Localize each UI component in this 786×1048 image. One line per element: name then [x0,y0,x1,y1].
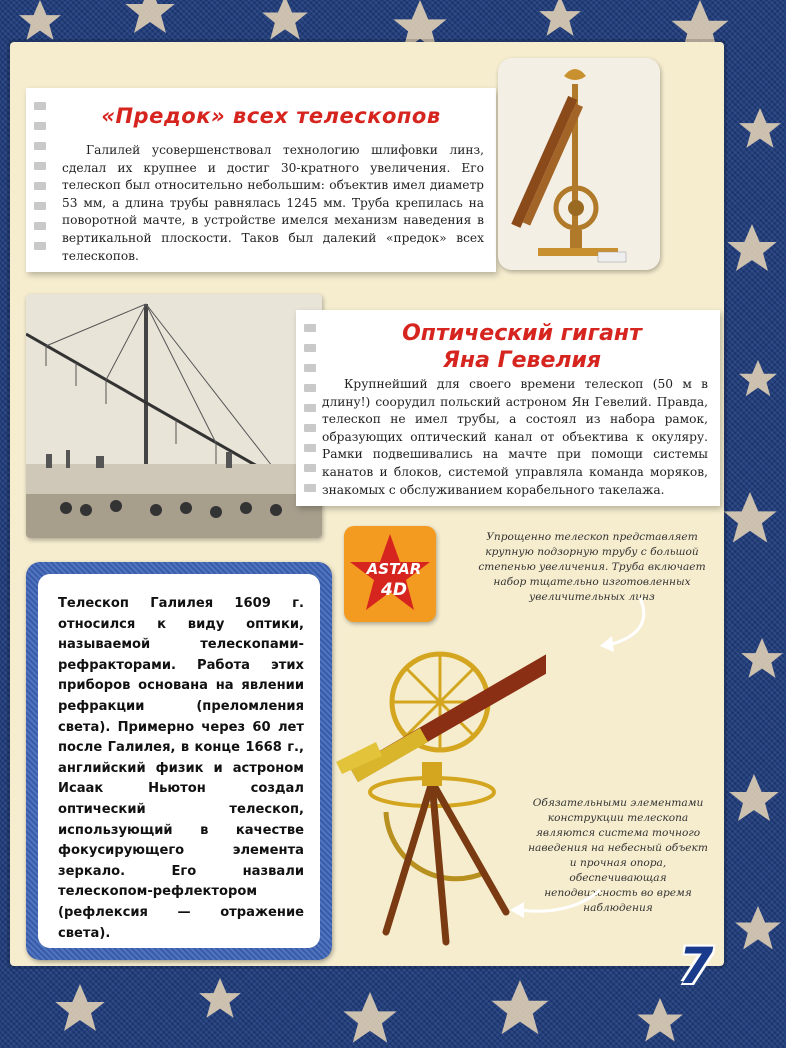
infobox-inner [38,574,320,948]
galileo-telescope-photo [498,58,660,270]
astar-4d-logo[interactable] [344,526,436,622]
telescope-tube-note: Упрощенно телескоп представляет крупную подзорную трубу с большой степенью увеличения. Труба включает набор тщательно изготовленных увеличительных линз [478,531,706,603]
hevelius-title-line1: Оптический гигант [402,321,642,346]
notebook-holes [34,102,48,262]
galileo-title: «Предок» всех телескопов [101,104,441,128]
logo-text: ASTAR [366,560,422,578]
galileo-card [26,88,496,272]
hevelius-engraving-image [26,294,322,538]
hevelius-text: Крупнейший для своего времени телескоп (50 м в длину!) соорудил польский астроном Ян Гевелий. Правда, телескоп не имел трубы, а состоял из набора рамок, образующих оптический канал от объектива к окуляру. Рамки подвешивались на мачте при помощи системы канатов и блоков, системой управляла команда моряков, знакомых с обслуживанием корабельного такелажа. [322,377,708,497]
refractor-infobox [26,562,332,960]
hevelius-card [296,310,720,506]
galileo-text: Галилей усовершенствовал технологию шлифовки линз, сделал их крупнее и достиг 30-кратного увеличения. Его телескоп был относительно небольшим: объектив имел диаметр 53 мм, а длина трубы равнялась 1245 мм. Труба крепилась на поворотной мачте, в устройстве имелся механизм наведения в вертикальной плоскости. Таков был далекий «предок» всех телескопов. [62,143,484,263]
page-number: 7 [678,937,714,995]
telescope-mount-note: Обязательными элементами конструкции телескопа являются система точного наведения на небесный объект и прочная опора, обеспечивающая неподвижность во время наблюдения [528,797,708,914]
logo-text-4d: 4D [381,580,407,600]
hevelius-title [332,320,712,374]
notebook-holes [304,324,318,504]
hevelius-title-line2: Яна Гевелия [442,348,602,373]
refractor-telescope-illustration [336,612,546,952]
infobox-text: Телескоп Галилея 1609 г. относился к виду оптики, называемой телескопами-рефракторами. Работа этих приборов основана на явлении рефракции (преломления света). Примерно через 60 лет после Галилея, в конце 1668 г., английский физик и астроном Исаак Ньютон создал оптический телескоп, использующий в качестве фокусирующего элемента зеркало. Его назвали телескопом-рефлектором (рефлексия — отражение света). [58,596,304,941]
